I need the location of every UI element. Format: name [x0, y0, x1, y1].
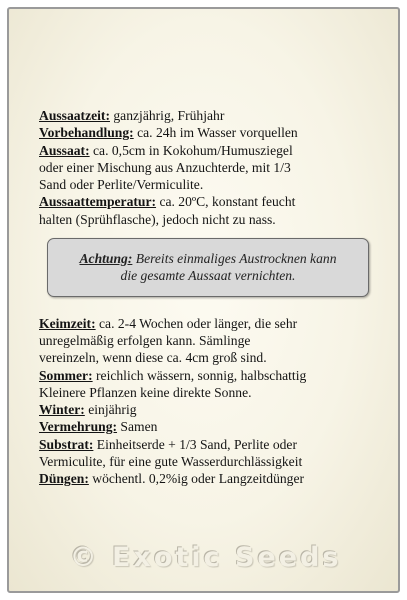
aussaattemperatur-label: Aussaattemperatur:	[39, 194, 157, 210]
vorbehandlung-value: ca. 24h im Wasser vorquellen	[133, 125, 298, 141]
keimzeit-label: Keimzeit:	[39, 315, 96, 331]
aussaattemperatur-value-line2: halten (Sprühflasche), jedoch nicht zu nass.	[39, 211, 276, 227]
instruction-text	[39, 107, 384, 488]
sommer-label: Sommer:	[39, 367, 93, 383]
aussaat-label: Aussaat:	[39, 142, 90, 158]
aussaattemperatur-value-line1: ca. 20ºC, konstant feucht	[156, 194, 296, 210]
keimzeit-value-line2: unregelmäßig erfolgen kann. Sämlinge	[39, 332, 251, 348]
winter-label: Winter:	[39, 402, 85, 418]
sommer-value-line2: Kleinere Pflanzen keine direkte Sonne.	[39, 384, 252, 400]
substrat-value-line2: Vermiculite, für eine gute Wasserdurchlässigkeit	[39, 454, 303, 470]
aussaatzeit-value: ganzjährig, Frühjahr	[109, 108, 225, 123]
warning-text-line1: Bereits einmaliges Austrocknen kann	[132, 251, 337, 267]
warning-box	[47, 238, 369, 297]
vorbehandlung-label: Vorbehandlung:	[39, 125, 134, 141]
aussaatzeit-row	[39, 107, 384, 124]
substrat-value-line1: Einheitserde + 1/3 Sand, Perlite oder	[93, 436, 297, 452]
warning-text-line2: die gesamte Aussaat vernichten.	[120, 268, 296, 284]
vermehrung-value: Samen	[117, 419, 158, 435]
aussaat-row	[39, 142, 384, 159]
duengen-row	[39, 470, 384, 487]
exotic-seeds-watermark: © Exotic Seeds	[69, 542, 342, 573]
aussaat-value-line1: ca. 0,5cm in Kokohum/Humusziegel	[89, 142, 293, 158]
aussaatzeit-label: Aussaatzeit:	[39, 108, 110, 123]
keimzeit-value-line1: ca. 2-4 Wochen oder länger, die sehr	[95, 315, 298, 331]
keimzeit-value-line3: vereinzeln, wenn diese ca. 4cm groß sind.	[39, 350, 267, 366]
substrat-row	[39, 436, 384, 453]
aussaat-value-line3: Sand oder Perlite/Vermiculite.	[39, 177, 204, 193]
duengen-value: wöchentl. 0,2%ig oder Langzeitdünger	[88, 471, 305, 487]
seed-instruction-card	[7, 7, 400, 593]
vorbehandlung-row	[39, 124, 384, 141]
winter-row	[39, 401, 384, 418]
aussaat-value-line2: oder einer Mischung aus Anzuchterde, mit 1/3	[39, 159, 291, 175]
warning-label: Achtung:	[79, 251, 133, 267]
vermehrung-label: Vermehrung:	[39, 419, 118, 435]
vermehrung-row	[39, 418, 384, 435]
winter-value: einjährig	[84, 402, 137, 418]
duengen-label: Düngen:	[39, 471, 89, 487]
aussaattemperatur-row	[39, 193, 384, 210]
warning-row	[56, 250, 360, 267]
sommer-value-line1: reichlich wässern, sonnig, halbschattig	[92, 367, 307, 383]
sommer-row	[39, 367, 384, 384]
keimzeit-row	[39, 315, 384, 332]
substrat-label: Substrat:	[39, 436, 94, 452]
